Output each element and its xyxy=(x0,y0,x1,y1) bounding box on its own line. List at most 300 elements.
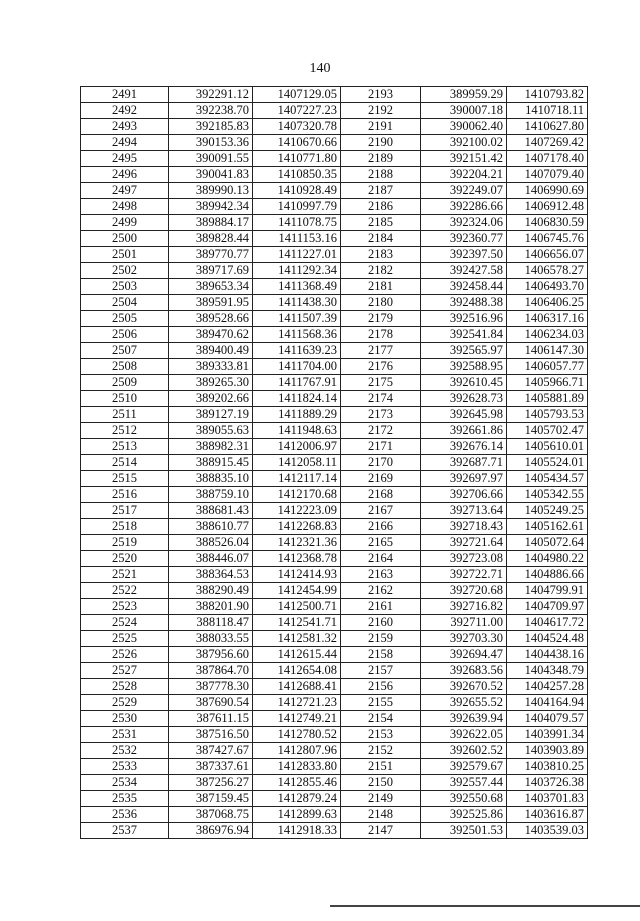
table-cell: 2529 xyxy=(81,695,169,711)
table-cell: 392565.97 xyxy=(421,343,507,359)
table-cell: 2166 xyxy=(341,519,421,535)
table-cell: 387516.50 xyxy=(169,727,253,743)
table-cell: 2516 xyxy=(81,487,169,503)
table-cell: 1406830.59 xyxy=(507,215,588,231)
table-cell: 1406578.27 xyxy=(507,263,588,279)
table-cell: 392557.44 xyxy=(421,775,507,791)
table-cell: 392670.52 xyxy=(421,679,507,695)
table-cell: 392716.82 xyxy=(421,599,507,615)
table-cell: 2534 xyxy=(81,775,169,791)
table-cell: 1405162.61 xyxy=(507,519,588,535)
table-cell: 1406317.16 xyxy=(507,311,588,327)
table-cell: 390091.55 xyxy=(169,151,253,167)
table-row xyxy=(81,663,588,679)
table-cell: 388290.49 xyxy=(169,583,253,599)
table-cell: 392458.44 xyxy=(421,279,507,295)
table-cell: 392711.00 xyxy=(421,615,507,631)
table-cell: 1406406.25 xyxy=(507,295,588,311)
table-cell: 389990.13 xyxy=(169,183,253,199)
table-cell: 2504 xyxy=(81,295,169,311)
table-cell: 388033.55 xyxy=(169,631,253,647)
table-cell: 1411078.75 xyxy=(253,215,341,231)
table-cell: 388118.47 xyxy=(169,615,253,631)
table-cell: 392541.84 xyxy=(421,327,507,343)
table-row xyxy=(81,359,588,375)
table-row xyxy=(81,647,588,663)
table-cell: 2522 xyxy=(81,583,169,599)
table-cell: 2536 xyxy=(81,807,169,823)
table-cell: 389127.19 xyxy=(169,407,253,423)
table-cell: 2192 xyxy=(341,103,421,119)
table-cell: 2151 xyxy=(341,759,421,775)
table-row xyxy=(81,119,588,135)
table-cell: 2492 xyxy=(81,103,169,119)
table-cell: 392713.64 xyxy=(421,503,507,519)
table-row xyxy=(81,791,588,807)
table-row xyxy=(81,743,588,759)
table-cell: 2154 xyxy=(341,711,421,727)
table-cell: 2153 xyxy=(341,727,421,743)
table-cell: 2174 xyxy=(341,391,421,407)
table-cell: 1412268.83 xyxy=(253,519,341,535)
table-cell: 2537 xyxy=(81,823,169,839)
table-row xyxy=(81,423,588,439)
table-cell: 389400.49 xyxy=(169,343,253,359)
table-cell: 2150 xyxy=(341,775,421,791)
table-cell: 392324.06 xyxy=(421,215,507,231)
table-cell: 392655.52 xyxy=(421,695,507,711)
table-cell: 1404164.94 xyxy=(507,695,588,711)
table-cell: 2493 xyxy=(81,119,169,135)
table-cell: 1407129.05 xyxy=(253,87,341,103)
table-cell: 2157 xyxy=(341,663,421,679)
table-cell: 2507 xyxy=(81,343,169,359)
table-cell: 392516.96 xyxy=(421,311,507,327)
table-cell: 390041.83 xyxy=(169,167,253,183)
table-cell: 392645.98 xyxy=(421,407,507,423)
table-cell: 1411227.01 xyxy=(253,247,341,263)
table-cell: 2515 xyxy=(81,471,169,487)
table-cell: 2163 xyxy=(341,567,421,583)
table-cell: 1412749.21 xyxy=(253,711,341,727)
table-cell: 392397.50 xyxy=(421,247,507,263)
bottom-divider xyxy=(330,905,640,907)
table-cell: 2168 xyxy=(341,487,421,503)
table-cell: 1406745.76 xyxy=(507,231,588,247)
table-cell: 2521 xyxy=(81,567,169,583)
table-cell: 392610.45 xyxy=(421,375,507,391)
table-row xyxy=(81,503,588,519)
table-cell: 2169 xyxy=(341,471,421,487)
table-cell: 1405881.89 xyxy=(507,391,588,407)
table-cell: 2172 xyxy=(341,423,421,439)
table-cell: 388759.10 xyxy=(169,487,253,503)
table-cell: 1406147.30 xyxy=(507,343,588,359)
table-cell: 392550.68 xyxy=(421,791,507,807)
table-cell: 388201.90 xyxy=(169,599,253,615)
table-cell: 1411438.30 xyxy=(253,295,341,311)
table-cell: 2191 xyxy=(341,119,421,135)
table-row xyxy=(81,439,588,455)
table-cell: 390153.36 xyxy=(169,135,253,151)
table-cell: 387864.70 xyxy=(169,663,253,679)
table-cell: 392501.53 xyxy=(421,823,507,839)
table-cell: 389265.30 xyxy=(169,375,253,391)
table-cell: 2149 xyxy=(341,791,421,807)
table-cell: 1412879.24 xyxy=(253,791,341,807)
table-row xyxy=(81,727,588,743)
table-cell: 392723.08 xyxy=(421,551,507,567)
coordinates-table xyxy=(80,86,588,839)
table-cell: 392718.43 xyxy=(421,519,507,535)
table-cell: 1411639.23 xyxy=(253,343,341,359)
table-cell: 1404980.22 xyxy=(507,551,588,567)
table-cell: 392588.95 xyxy=(421,359,507,375)
table-cell: 2155 xyxy=(341,695,421,711)
table-cell: 392427.58 xyxy=(421,263,507,279)
table-cell: 2528 xyxy=(81,679,169,695)
table-row xyxy=(81,167,588,183)
table-row xyxy=(81,823,588,839)
table-cell: 392683.56 xyxy=(421,663,507,679)
table-row xyxy=(81,407,588,423)
table-cell: 389653.34 xyxy=(169,279,253,295)
table-cell: 392291.12 xyxy=(169,87,253,103)
table-cell: 2508 xyxy=(81,359,169,375)
table-cell: 2518 xyxy=(81,519,169,535)
table-cell: 1411948.63 xyxy=(253,423,341,439)
table-row xyxy=(81,295,588,311)
table-cell: 1404438.16 xyxy=(507,647,588,663)
table-cell: 1410670.66 xyxy=(253,135,341,151)
table-cell: 392722.71 xyxy=(421,567,507,583)
table-cell: 389055.63 xyxy=(169,423,253,439)
table-cell: 1412833.80 xyxy=(253,759,341,775)
table-row xyxy=(81,519,588,535)
table-cell: 2506 xyxy=(81,327,169,343)
table-cell: 388681.43 xyxy=(169,503,253,519)
table-cell: 392602.52 xyxy=(421,743,507,759)
table-cell: 1411153.16 xyxy=(253,231,341,247)
table-cell: 2517 xyxy=(81,503,169,519)
table-row xyxy=(81,487,588,503)
table-cell: 1405702.47 xyxy=(507,423,588,439)
table-row xyxy=(81,567,588,583)
table-cell: 1410928.49 xyxy=(253,183,341,199)
table-cell: 1406912.48 xyxy=(507,199,588,215)
table-cell: 1410718.11 xyxy=(507,103,588,119)
table-cell: 2167 xyxy=(341,503,421,519)
coordinates-table-body xyxy=(81,87,588,839)
table-cell: 1412414.93 xyxy=(253,567,341,583)
table-row xyxy=(81,343,588,359)
table-cell: 2500 xyxy=(81,231,169,247)
table-cell: 388364.53 xyxy=(169,567,253,583)
table-cell: 392525.86 xyxy=(421,807,507,823)
table-cell: 1407178.40 xyxy=(507,151,588,167)
table-cell: 2501 xyxy=(81,247,169,263)
table-cell: 2509 xyxy=(81,375,169,391)
table-cell: 2183 xyxy=(341,247,421,263)
table-row xyxy=(81,759,588,775)
table-cell: 2179 xyxy=(341,311,421,327)
table-cell: 392622.05 xyxy=(421,727,507,743)
table-cell: 1412918.33 xyxy=(253,823,341,839)
table-cell: 1412006.97 xyxy=(253,439,341,455)
table-cell: 1404348.79 xyxy=(507,663,588,679)
table-cell: 389770.77 xyxy=(169,247,253,263)
table-cell: 392703.30 xyxy=(421,631,507,647)
table-cell: 2530 xyxy=(81,711,169,727)
table-cell: 388835.10 xyxy=(169,471,253,487)
table-cell: 389884.17 xyxy=(169,215,253,231)
table-cell: 2497 xyxy=(81,183,169,199)
table-cell: 392687.71 xyxy=(421,455,507,471)
table-cell: 1403701.83 xyxy=(507,791,588,807)
table-cell: 2513 xyxy=(81,439,169,455)
table-cell: 2171 xyxy=(341,439,421,455)
table-cell: 2524 xyxy=(81,615,169,631)
table-cell: 2188 xyxy=(341,167,421,183)
table-cell: 389333.81 xyxy=(169,359,253,375)
table-row xyxy=(81,327,588,343)
table-cell: 2498 xyxy=(81,199,169,215)
table-cell: 390007.18 xyxy=(421,103,507,119)
table-cell: 2178 xyxy=(341,327,421,343)
table-cell: 388610.77 xyxy=(169,519,253,535)
table-cell: 2152 xyxy=(341,743,421,759)
table-cell: 2496 xyxy=(81,167,169,183)
table-cell: 2187 xyxy=(341,183,421,199)
table-row xyxy=(81,391,588,407)
table-cell: 2527 xyxy=(81,663,169,679)
table-cell: 387427.67 xyxy=(169,743,253,759)
table-cell: 1405966.71 xyxy=(507,375,588,391)
table-cell: 392706.66 xyxy=(421,487,507,503)
table-cell: 2193 xyxy=(341,87,421,103)
table-row xyxy=(81,807,588,823)
table-cell: 1404257.28 xyxy=(507,679,588,695)
table-cell: 1403616.87 xyxy=(507,807,588,823)
table-row xyxy=(81,551,588,567)
table-cell: 389942.34 xyxy=(169,199,253,215)
table-cell: 2170 xyxy=(341,455,421,471)
table-cell: 1404079.57 xyxy=(507,711,588,727)
table-cell: 1404524.48 xyxy=(507,631,588,647)
table-cell: 1403539.03 xyxy=(507,823,588,839)
table-cell: 2520 xyxy=(81,551,169,567)
table-cell: 2502 xyxy=(81,263,169,279)
table-cell: 1411568.36 xyxy=(253,327,341,343)
table-cell: 392249.07 xyxy=(421,183,507,199)
table-cell: 1407269.42 xyxy=(507,135,588,151)
table-cell: 1412500.71 xyxy=(253,599,341,615)
table-row xyxy=(81,247,588,263)
table-row xyxy=(81,215,588,231)
table-cell: 392286.66 xyxy=(421,199,507,215)
table-row xyxy=(81,615,588,631)
table-cell: 2162 xyxy=(341,583,421,599)
table-cell: 2147 xyxy=(341,823,421,839)
table-cell: 2491 xyxy=(81,87,169,103)
table-cell: 390062.40 xyxy=(421,119,507,135)
table-cell: 1412321.36 xyxy=(253,535,341,551)
table-cell: 2148 xyxy=(341,807,421,823)
table-cell: 388526.04 xyxy=(169,535,253,551)
table-cell: 2158 xyxy=(341,647,421,663)
table-row xyxy=(81,631,588,647)
table-cell: 386976.94 xyxy=(169,823,253,839)
table-row xyxy=(81,679,588,695)
table-cell: 1412721.23 xyxy=(253,695,341,711)
table-cell: 387956.60 xyxy=(169,647,253,663)
table-cell: 1405610.01 xyxy=(507,439,588,455)
table-cell: 2175 xyxy=(341,375,421,391)
table-cell: 1403903.89 xyxy=(507,743,588,759)
table-row xyxy=(81,311,588,327)
table-cell: 392721.64 xyxy=(421,535,507,551)
table-cell: 387337.61 xyxy=(169,759,253,775)
table-cell: 387611.15 xyxy=(169,711,253,727)
table-cell: 1410997.79 xyxy=(253,199,341,215)
table-cell: 2535 xyxy=(81,791,169,807)
table-row xyxy=(81,263,588,279)
table-cell: 2186 xyxy=(341,199,421,215)
table-row xyxy=(81,695,588,711)
table-cell: 1406493.70 xyxy=(507,279,588,295)
table-cell: 1412223.09 xyxy=(253,503,341,519)
table-cell: 1411704.00 xyxy=(253,359,341,375)
table-row xyxy=(81,231,588,247)
table-cell: 1404799.91 xyxy=(507,583,588,599)
table-cell: 1406234.03 xyxy=(507,327,588,343)
table-cell: 392151.42 xyxy=(421,151,507,167)
table-row xyxy=(81,279,588,295)
table-cell: 2499 xyxy=(81,215,169,231)
table-cell: 1412117.14 xyxy=(253,471,341,487)
table-row xyxy=(81,151,588,167)
table-cell: 1407320.78 xyxy=(253,119,341,135)
table-cell: 1405524.01 xyxy=(507,455,588,471)
table-cell: 1410627.80 xyxy=(507,119,588,135)
table-cell: 387256.27 xyxy=(169,775,253,791)
table-cell: 389591.95 xyxy=(169,295,253,311)
table-cell: 1412654.08 xyxy=(253,663,341,679)
table-cell: 389202.66 xyxy=(169,391,253,407)
table-cell: 2173 xyxy=(341,407,421,423)
table-cell: 389717.69 xyxy=(169,263,253,279)
table-cell: 2176 xyxy=(341,359,421,375)
table-cell: 1404886.66 xyxy=(507,567,588,583)
table-cell: 392488.38 xyxy=(421,295,507,311)
table-cell: 1405793.53 xyxy=(507,407,588,423)
table-cell: 389470.62 xyxy=(169,327,253,343)
table-cell: 2185 xyxy=(341,215,421,231)
table-cell: 2161 xyxy=(341,599,421,615)
table-cell: 1406656.07 xyxy=(507,247,588,263)
table-cell: 2532 xyxy=(81,743,169,759)
table-cell: 2514 xyxy=(81,455,169,471)
table-row xyxy=(81,583,588,599)
table-cell: 2495 xyxy=(81,151,169,167)
table-cell: 1412688.41 xyxy=(253,679,341,695)
table-cell: 392676.14 xyxy=(421,439,507,455)
table-cell: 387690.54 xyxy=(169,695,253,711)
table-cell: 2164 xyxy=(341,551,421,567)
table-cell: 1411824.14 xyxy=(253,391,341,407)
table-cell: 2510 xyxy=(81,391,169,407)
table-cell: 1405072.64 xyxy=(507,535,588,551)
table-row xyxy=(81,183,588,199)
table-row xyxy=(81,775,588,791)
table-cell: 2184 xyxy=(341,231,421,247)
table-cell: 1412170.68 xyxy=(253,487,341,503)
table-cell: 387778.30 xyxy=(169,679,253,695)
table-cell: 1411507.39 xyxy=(253,311,341,327)
table-cell: 392100.02 xyxy=(421,135,507,151)
table-cell: 1412899.63 xyxy=(253,807,341,823)
table-cell: 388915.45 xyxy=(169,455,253,471)
table-cell: 392661.86 xyxy=(421,423,507,439)
table-cell: 392185.83 xyxy=(169,119,253,135)
table-row xyxy=(81,135,588,151)
table-cell: 1405249.25 xyxy=(507,503,588,519)
table-cell: 2494 xyxy=(81,135,169,151)
table-cell: 1410850.35 xyxy=(253,167,341,183)
table-cell: 2180 xyxy=(341,295,421,311)
table-cell: 1411889.29 xyxy=(253,407,341,423)
table-row xyxy=(81,711,588,727)
table-row xyxy=(81,471,588,487)
table-cell: 1412581.32 xyxy=(253,631,341,647)
table-cell: 2533 xyxy=(81,759,169,775)
table-cell: 389828.44 xyxy=(169,231,253,247)
table-cell: 1406057.77 xyxy=(507,359,588,375)
table-cell: 2182 xyxy=(341,263,421,279)
table-cell: 2190 xyxy=(341,135,421,151)
table-cell: 2512 xyxy=(81,423,169,439)
table-cell: 387159.45 xyxy=(169,791,253,807)
table-cell: 1412855.46 xyxy=(253,775,341,791)
table-cell: 1411368.49 xyxy=(253,279,341,295)
page-number: 140 xyxy=(309,61,331,76)
table-cell: 392697.97 xyxy=(421,471,507,487)
table-cell: 2511 xyxy=(81,407,169,423)
table-cell: 1412541.71 xyxy=(253,615,341,631)
table-cell: 2526 xyxy=(81,647,169,663)
table-cell: 2177 xyxy=(341,343,421,359)
table-row xyxy=(81,599,588,615)
table-cell: 2519 xyxy=(81,535,169,551)
table-cell: 2165 xyxy=(341,535,421,551)
table-cell: 392238.70 xyxy=(169,103,253,119)
table-cell: 1412454.99 xyxy=(253,583,341,599)
table-cell: 392628.73 xyxy=(421,391,507,407)
table-cell: 1412058.11 xyxy=(253,455,341,471)
table-row xyxy=(81,535,588,551)
table-row xyxy=(81,199,588,215)
table-cell: 392204.21 xyxy=(421,167,507,183)
table-cell: 1411767.91 xyxy=(253,375,341,391)
table-cell: 1403726.38 xyxy=(507,775,588,791)
table-cell: 1410793.82 xyxy=(507,87,588,103)
table-cell: 1410771.80 xyxy=(253,151,341,167)
table-cell: 2156 xyxy=(341,679,421,695)
table-cell: 1412807.96 xyxy=(253,743,341,759)
table-row xyxy=(81,375,588,391)
table-cell: 1405342.55 xyxy=(507,487,588,503)
table-cell: 1403991.34 xyxy=(507,727,588,743)
